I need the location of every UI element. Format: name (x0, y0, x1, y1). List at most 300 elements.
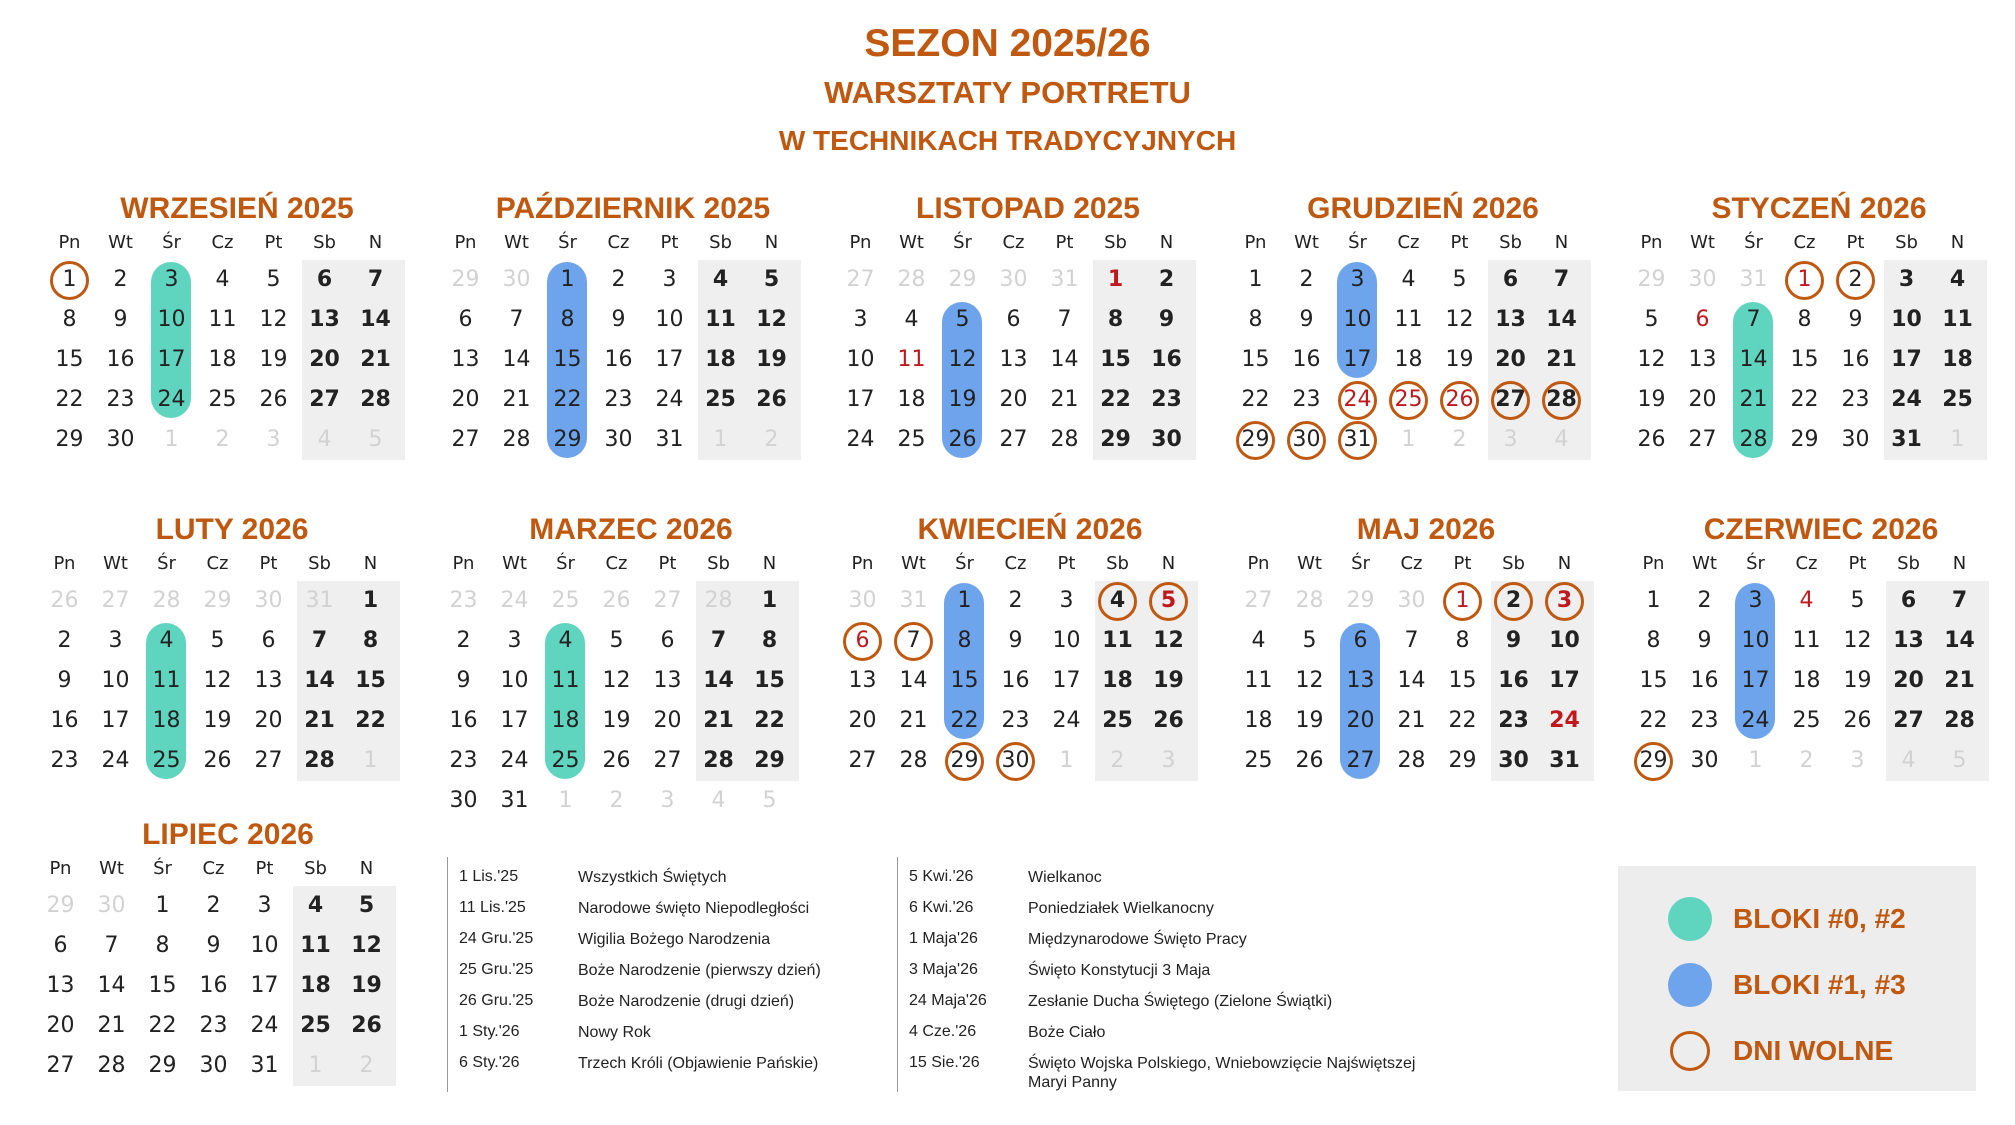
weekday-header: Śr (162, 232, 181, 253)
day-cell: 9 (1505, 628, 1522, 653)
weekday-header: N (1159, 232, 1174, 253)
weekday-header: Wt (103, 553, 128, 574)
day-cell: 28 (703, 748, 734, 773)
day-cell: 7 (906, 628, 921, 653)
weekday-header: Wt (108, 232, 133, 253)
day-other-month: 28 (704, 588, 733, 613)
weekday-header: N (1554, 232, 1569, 253)
day-cell: 15 (148, 973, 177, 998)
day-cell: 17 (1741, 668, 1770, 693)
day-cell: 6 (1006, 307, 1021, 332)
day-cell: 8 (1455, 628, 1470, 653)
day-cell: 17 (1549, 668, 1580, 693)
day-cell: 22 (55, 387, 84, 412)
day-cell: 26 (1153, 708, 1184, 733)
day-cell: 28 (1050, 427, 1079, 452)
day-cell: 24 (1741, 708, 1770, 733)
day-cell: 20 (999, 387, 1028, 412)
day-cell: 19 (259, 347, 288, 372)
day-cell: 21 (97, 1013, 126, 1038)
legend-box (1618, 866, 1976, 1091)
day-cell: 22 (148, 1013, 177, 1038)
ring-icon (1670, 1031, 1710, 1071)
day-cell: 4 (1109, 588, 1126, 613)
day-cell: 29 (1790, 427, 1819, 452)
day-cell: 18 (208, 347, 237, 372)
day-cell: 6 (53, 933, 68, 958)
day-cell: 19 (351, 973, 382, 998)
day-cell: 17 (1343, 347, 1372, 372)
month-calendar (449, 513, 811, 813)
day-cell: 21 (899, 708, 928, 733)
day-other-month: 31 (305, 588, 334, 613)
day-cell: 25 (1394, 387, 1423, 412)
weekday-header: Wt (1690, 232, 1715, 253)
month-calendar (1641, 513, 2001, 793)
day-cell: 30 (1841, 427, 1870, 452)
holiday-list-left (447, 857, 887, 1092)
day-cell: 20 (848, 708, 877, 733)
day-cell: 20 (451, 387, 480, 412)
day-cell: 19 (1153, 668, 1184, 693)
holiday-date: 5 Kwi.'26 (909, 868, 974, 885)
day-off-ring-icon (843, 622, 882, 661)
holiday-date: 11 Lis.'25 (459, 899, 526, 916)
day-cell: 8 (155, 933, 170, 958)
day-cell: 31 (655, 427, 684, 452)
day-cell: 24 (655, 387, 684, 412)
day-other-month: 26 (602, 588, 631, 613)
day-cell: 10 (1549, 628, 1580, 653)
day-cell: 17 (101, 708, 130, 733)
day-other-month: 2 (1110, 748, 1125, 773)
weekday-header: Śr (955, 553, 974, 574)
day-cell: 5 (1850, 588, 1865, 613)
weekday-header: Pt (658, 553, 677, 574)
day-cell: 7 (367, 267, 384, 292)
day-other-month: 26 (50, 588, 79, 613)
weekday-header: Cz (206, 553, 229, 574)
weekday-header: Pn (452, 553, 475, 574)
day-cell: 23 (604, 387, 633, 412)
day-cell: 22 (1639, 708, 1668, 733)
day-cell: 14 (97, 973, 126, 998)
weekday-header: Cz (607, 232, 630, 253)
day-cell: 29 (754, 748, 785, 773)
page-subtitle-1: WARSZTATY PORTRETU (824, 75, 1191, 110)
day-cell: 1 (957, 588, 972, 613)
day-cell: 5 (763, 267, 780, 292)
day-off-ring-icon (894, 622, 933, 661)
day-cell: 13 (1346, 668, 1375, 693)
day-other-month: 1 (363, 748, 378, 773)
day-other-month: 28 (152, 588, 181, 613)
weekday-header: Sb (707, 553, 730, 574)
day-cell: 14 (304, 668, 335, 693)
day-cell: 25 (897, 427, 926, 452)
day-cell: 7 (1404, 628, 1419, 653)
day-other-month: 4 (317, 427, 332, 452)
day-other-month: 30 (502, 267, 531, 292)
day-off-ring-icon (1440, 381, 1479, 420)
day-cell: 9 (1008, 628, 1023, 653)
holiday-name: Święto Konstytucji 3 Maja (1028, 962, 1211, 979)
weekday-header: Cz (1397, 232, 1420, 253)
day-cell: 22 (754, 708, 785, 733)
day-cell: 5 (266, 267, 281, 292)
day-other-month: 28 (897, 267, 926, 292)
day-cell: 18 (300, 973, 331, 998)
day-cell: 1 (62, 267, 77, 292)
day-off-ring-icon (1494, 582, 1533, 621)
day-cell: 16 (1292, 347, 1321, 372)
day-cell: 19 (1295, 708, 1324, 733)
day-other-month: 1 (558, 788, 573, 813)
weekday-header: Wt (99, 858, 124, 879)
day-cell: 11 (1942, 307, 1973, 332)
day-cell: 4 (904, 307, 919, 332)
day-cell: 25 (208, 387, 237, 412)
day-cell: 24 (1891, 387, 1922, 412)
day-cell: 17 (1891, 347, 1922, 372)
holiday-list-right (897, 857, 1416, 1092)
month-title: GRUDZIEŃ 2026 (1307, 192, 1539, 225)
day-other-month: 29 (1346, 588, 1375, 613)
day-cell: 24 (101, 748, 130, 773)
day-cell: 3 (1350, 267, 1365, 292)
day-cell: 15 (1639, 668, 1668, 693)
day-cell: 20 (309, 347, 340, 372)
day-cell: 2 (1008, 588, 1023, 613)
day-other-month: 29 (46, 893, 75, 918)
day-cell: 8 (62, 307, 77, 332)
day-cell: 25 (1244, 748, 1273, 773)
day-cell: 2 (1158, 267, 1175, 292)
legend-label-blue: BLOKI #1, #3 (1733, 969, 1906, 1000)
day-cell: 1 (1248, 267, 1263, 292)
day-cell: 3 (853, 307, 868, 332)
day-cell: 16 (199, 973, 228, 998)
day-cell: 25 (1942, 387, 1973, 412)
day-cell: 28 (899, 748, 928, 773)
day-cell: 18 (551, 708, 580, 733)
holiday-name: Wigilia Bożego Narodzenia (578, 931, 771, 948)
day-cell: 13 (309, 307, 340, 332)
day-off-ring-icon (1785, 261, 1824, 300)
day-other-month: 29 (203, 588, 232, 613)
day-cell: 30 (1690, 748, 1719, 773)
weekday-header: Wt (1692, 553, 1717, 574)
day-cell: 14 (1546, 307, 1577, 332)
teal-dot-icon (1668, 897, 1712, 941)
day-cell: 9 (1697, 628, 1712, 653)
weekday-header: Sb (1104, 232, 1127, 253)
day-cell: 24 (846, 427, 875, 452)
day-cell: 22 (1790, 387, 1819, 412)
day-cell: 20 (1495, 347, 1526, 372)
day-cell: 27 (1346, 748, 1375, 773)
holiday-name: Boże Narodzenie (drugi dzień) (578, 993, 795, 1010)
weekday-header: Sb (1106, 553, 1129, 574)
day-off-ring-icon (50, 261, 89, 300)
month-title: KWIECIEŃ 2026 (917, 513, 1143, 546)
day-cell: 13 (1495, 307, 1526, 332)
day-cell: 29 (1100, 427, 1131, 452)
day-cell: 10 (1891, 307, 1922, 332)
day-cell: 27 (1495, 387, 1526, 412)
day-cell: 5 (1302, 628, 1317, 653)
day-other-month: 1 (1748, 748, 1763, 773)
weekday-header: N (1557, 553, 1572, 574)
day-cell: 14 (502, 347, 531, 372)
day-cell: 10 (655, 307, 684, 332)
legend-label-green: BLOKI #0, #2 (1733, 903, 1906, 934)
weekday-header: Śr (1746, 553, 1765, 574)
weekday-header: Pn (1247, 553, 1270, 574)
day-cell: 19 (1637, 387, 1666, 412)
day-cell: 21 (1546, 347, 1577, 372)
day-cell: 26 (602, 748, 631, 773)
day-cell: 7 (1746, 307, 1761, 332)
holiday-date: 15 Sie.'26 (909, 1054, 980, 1071)
day-cell: 12 (203, 668, 232, 693)
day-cell: 30 (1292, 427, 1321, 452)
day-other-month: 27 (101, 588, 130, 613)
weekday-header: Pn (454, 232, 477, 253)
day-cell: 29 (553, 427, 582, 452)
day-cell: 5 (1160, 588, 1177, 613)
weekday-header: Pt (1453, 553, 1472, 574)
day-cell: 28 (502, 427, 531, 452)
day-cell: 2 (456, 628, 471, 653)
day-cell: 19 (602, 708, 631, 733)
day-off-ring-icon (1491, 381, 1530, 420)
day-other-month: 31 (1739, 267, 1768, 292)
day-cell: 1 (362, 588, 379, 613)
day-cell: 28 (1397, 748, 1426, 773)
day-cell: 27 (309, 387, 340, 412)
day-off-ring-icon (1236, 421, 1275, 460)
day-other-month: 29 (1637, 267, 1666, 292)
day-cell: 22 (1448, 708, 1477, 733)
day-cell: 17 (157, 347, 186, 372)
day-cell: 21 (502, 387, 531, 412)
day-cell: 10 (250, 933, 279, 958)
day-cell: 15 (55, 347, 84, 372)
day-cell: 6 (1900, 588, 1917, 613)
day-cell: 4 (558, 628, 573, 653)
day-cell: 25 (1792, 708, 1821, 733)
day-cell: 7 (104, 933, 119, 958)
day-cell: 21 (304, 708, 335, 733)
day-cell: 18 (1792, 668, 1821, 693)
day-cell: 3 (1748, 588, 1763, 613)
day-cell: 10 (846, 347, 875, 372)
weekday-header: Cz (605, 553, 628, 574)
day-cell: 30 (1151, 427, 1182, 452)
day-other-month: 28 (1295, 588, 1324, 613)
day-off-ring-icon (1098, 582, 1137, 621)
day-cell: 20 (46, 1013, 75, 1038)
day-cell: 31 (250, 1053, 279, 1078)
day-cell: 10 (500, 668, 529, 693)
month-title: STYCZEŃ 2026 (1711, 192, 1927, 225)
day-off-ring-icon (996, 742, 1035, 781)
day-cell: 13 (451, 347, 480, 372)
day-other-month: 5 (1952, 748, 1967, 773)
holiday-date: 25 Gru.'25 (459, 961, 534, 978)
weekday-header: Śr (1351, 553, 1370, 574)
weekday-header: Pn (53, 553, 76, 574)
day-cell: 8 (1646, 628, 1661, 653)
weekday-header: Pn (849, 232, 872, 253)
day-other-month: 4 (1554, 427, 1569, 452)
day-cell: 13 (254, 668, 283, 693)
day-other-month: 30 (97, 893, 126, 918)
day-cell: 31 (500, 788, 529, 813)
page-title: SEZON 2025/26 (864, 22, 1151, 65)
day-cell: 16 (1151, 347, 1182, 372)
day-cell: 28 (97, 1053, 126, 1078)
weekday-header: Pn (58, 232, 81, 253)
holiday-date: 4 Cze.'26 (909, 1023, 977, 1040)
day-cell: 7 (1951, 588, 1968, 613)
weekday-header: N (1952, 553, 1967, 574)
day-cell: 6 (261, 628, 276, 653)
day-cell: 12 (948, 347, 977, 372)
weekday-header: Pn (1244, 232, 1267, 253)
weekday-header: N (762, 553, 777, 574)
day-cell: 26 (203, 748, 232, 773)
day-other-month: 30 (254, 588, 283, 613)
day-off-ring-icon (1389, 381, 1428, 420)
month-title: LIPIEC 2026 (142, 818, 314, 851)
day-cell: 6 (316, 267, 333, 292)
day-cell: 24 (1052, 708, 1081, 733)
day-cell: 1 (1455, 588, 1470, 613)
day-cell: 4 (215, 267, 230, 292)
day-cell: 16 (449, 708, 478, 733)
day-cell: 20 (1893, 668, 1924, 693)
holiday-date: 3 Maja'26 (909, 961, 978, 978)
day-cell: 27 (1893, 708, 1924, 733)
day-cell: 6 (458, 307, 473, 332)
day-cell: 13 (848, 668, 877, 693)
day-off-ring-icon (1443, 582, 1482, 621)
day-cell: 8 (1107, 307, 1124, 332)
day-other-month: 27 (846, 267, 875, 292)
day-cell: 26 (1637, 427, 1666, 452)
day-cell: 4 (1799, 588, 1814, 613)
month-title: WRZESIEŃ 2025 (120, 192, 354, 225)
day-cell: 15 (1241, 347, 1270, 372)
day-cell: 27 (1688, 427, 1717, 452)
day-cell: 26 (756, 387, 787, 412)
day-other-month: 1 (1950, 427, 1965, 452)
day-cell: 4 (307, 893, 324, 918)
day-cell: 5 (1452, 267, 1467, 292)
day-cell: 27 (999, 427, 1028, 452)
page-subtitle-2: W TECHNIKACH TRADYCYJNYCH (778, 125, 1237, 156)
day-cell: 26 (948, 427, 977, 452)
weekday-header: Cz (1795, 553, 1818, 574)
holiday-name: Narodowe święto Niepodległości (578, 900, 810, 917)
day-cell: 4 (1949, 267, 1966, 292)
day-cell: 9 (1848, 307, 1863, 332)
day-cell: 18 (1244, 708, 1273, 733)
day-cell: 21 (1944, 668, 1975, 693)
day-cell: 31 (1343, 427, 1372, 452)
day-cell: 17 (500, 708, 529, 733)
day-cell: 25 (300, 1013, 331, 1038)
weekday-header: Wt (502, 553, 527, 574)
weekday-header: Wt (901, 553, 926, 574)
day-cell: 1 (560, 267, 575, 292)
holiday-name: Międzynarodowe Święto Pracy (1028, 931, 1247, 948)
weekday-header: Sb (308, 553, 331, 574)
day-cell: 23 (1001, 708, 1030, 733)
month-calendar (850, 513, 1210, 793)
day-cell: 28 (360, 387, 391, 412)
day-cell: 6 (660, 628, 675, 653)
day-cell: 25 (152, 748, 181, 773)
day-cell: 2 (57, 628, 72, 653)
day-cell: 26 (1445, 387, 1474, 412)
day-other-month: 31 (1050, 267, 1079, 292)
day-other-month: 2 (609, 788, 624, 813)
day-cell: 12 (1445, 307, 1474, 332)
weekday-header: Pt (1450, 232, 1469, 253)
day-cell: 3 (662, 267, 677, 292)
weekday-header: Sb (304, 858, 327, 879)
month-calendar (1639, 192, 1999, 472)
day-cell: 19 (1843, 668, 1872, 693)
day-cell: 23 (449, 748, 478, 773)
holiday-name: Święto Wojska Polskiego, Wniebowzięcie Najświętszej Maryi Panny (1028, 1055, 1416, 1091)
day-cell: 20 (1688, 387, 1717, 412)
day-cell: 30 (604, 427, 633, 452)
day-cell: 12 (1843, 628, 1872, 653)
weekday-header: Pn (1640, 232, 1663, 253)
day-cell: 8 (957, 628, 972, 653)
weekday-header: Cz (1793, 232, 1816, 253)
day-cell: 21 (360, 347, 391, 372)
month-calendar (48, 818, 408, 1098)
day-cell: 15 (1790, 347, 1819, 372)
weekday-header: N (359, 858, 374, 879)
day-cell: 2 (1697, 588, 1712, 613)
weekday-header: Śr (157, 553, 176, 574)
day-cell: 3 (164, 267, 179, 292)
divider (447, 857, 448, 1092)
weekday-header: Sb (1897, 553, 1920, 574)
day-cell: 15 (1100, 347, 1131, 372)
day-other-month: 30 (999, 267, 1028, 292)
day-off-ring-icon (1634, 742, 1673, 781)
day-off-ring-icon (1287, 421, 1326, 460)
day-cell: 15 (355, 668, 386, 693)
day-cell: 9 (57, 668, 72, 693)
day-other-month: 1 (1059, 748, 1074, 773)
weekday-header: Pt (255, 858, 274, 879)
weekday-header: Pt (1848, 553, 1867, 574)
day-cell: 20 (254, 708, 283, 733)
month-title: CZERWIEC 2026 (1703, 513, 1939, 546)
day-cell: 3 (507, 628, 522, 653)
holiday-date: 1 Lis.'25 (459, 868, 519, 885)
day-cell: 10 (1741, 628, 1770, 653)
day-cell: 9 (1158, 307, 1175, 332)
